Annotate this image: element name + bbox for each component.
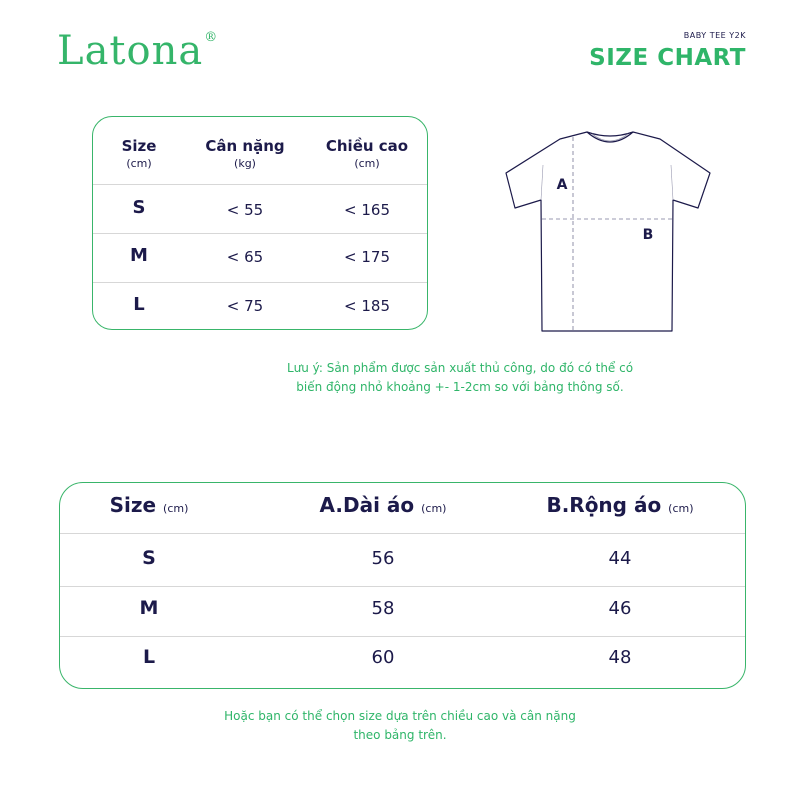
- length-cell: 58: [371, 598, 395, 619]
- registered-mark: ®: [204, 30, 219, 45]
- length-cell: 60: [371, 647, 395, 668]
- header-unit: (cm): [421, 502, 447, 515]
- header-length: [288, 493, 478, 517]
- size-cell: L: [142, 646, 156, 668]
- selection-note: [180, 707, 620, 745]
- note-line: Lưu ý: Sản phẩm được sản xuất thủ công, do đó có thể có: [286, 361, 634, 375]
- weight-cell: < 55: [226, 201, 264, 219]
- height-cell: < 175: [344, 248, 390, 266]
- divider: [60, 586, 745, 587]
- size-cell: S: [132, 197, 146, 218]
- width-cell: 48: [608, 647, 632, 668]
- header-height: [305, 117, 429, 170]
- weight-cell: < 75: [226, 297, 264, 315]
- table-row: [93, 234, 427, 283]
- tshirt-diagram: [500, 130, 720, 335]
- weight-cell: < 65: [226, 248, 264, 266]
- handmade-note: [230, 359, 690, 397]
- brand-name: Latona: [57, 28, 204, 74]
- header-weight: [185, 117, 305, 170]
- header-size: [60, 493, 238, 517]
- header-label: A.Dài áo: [319, 493, 415, 517]
- header-unit: (kg): [234, 157, 256, 170]
- width-cell: 44: [608, 548, 632, 569]
- measure-label-b: B: [642, 227, 654, 243]
- width-cell: 46: [608, 598, 632, 619]
- table-row: [93, 283, 427, 332]
- header-label: Cân nặng: [205, 137, 285, 155]
- weight-height-table: [92, 116, 428, 330]
- measurement-table: [59, 482, 746, 689]
- size-cell: L: [133, 294, 145, 315]
- length-cell: 56: [371, 548, 395, 569]
- header-label: Size: [121, 137, 157, 155]
- note-line: Hoặc bạn có thể chọn size dựa trên chiều cao và cân nặng: [224, 709, 576, 723]
- header-unit: (cm): [668, 502, 694, 515]
- height-cell: < 185: [344, 297, 390, 315]
- brand-logo: [57, 28, 218, 74]
- note-line: theo bảng trên.: [353, 728, 447, 742]
- header-unit: (cm): [126, 157, 152, 170]
- header-label: Chiều cao: [325, 137, 409, 155]
- header-width: [520, 493, 720, 517]
- tshirt-outline: [506, 132, 710, 331]
- table-header: [93, 117, 427, 184]
- height-cell: < 165: [344, 201, 390, 219]
- divider: [60, 533, 745, 534]
- size-cell: M: [130, 245, 148, 266]
- header-label: Size: [109, 493, 157, 517]
- size-cell: M: [139, 597, 159, 619]
- note-line: biến động nhỏ khoảng +- 1-2cm so với bảng thông số.: [296, 380, 624, 394]
- size-cell: S: [142, 547, 156, 569]
- table-row: [93, 185, 427, 234]
- header-unit: (cm): [163, 502, 189, 515]
- page-title: SIZE CHART: [589, 45, 746, 71]
- divider: [60, 636, 745, 637]
- product-name: BABY TEE Y2K: [683, 31, 746, 40]
- measure-label-a: A: [556, 177, 568, 193]
- header-size: [93, 117, 185, 170]
- header-unit: (cm): [354, 157, 380, 170]
- header-label: B.Rộng áo: [546, 493, 662, 517]
